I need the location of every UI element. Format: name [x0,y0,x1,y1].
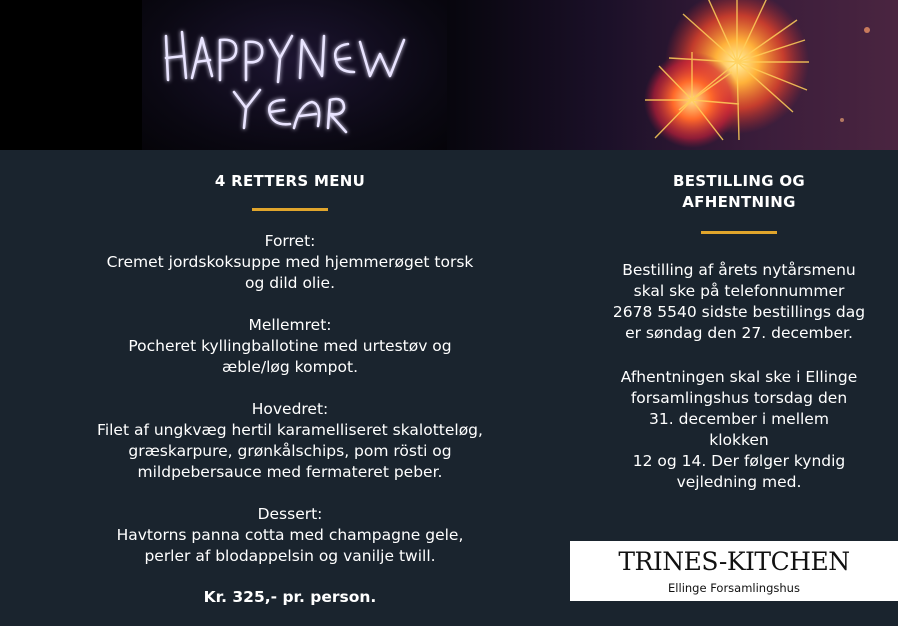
ordering-line: Afhentningen skal ske i Ellinge [620,368,858,386]
menu-column [0,150,580,626]
ordering-paragraph-1 [580,260,898,344]
course-label: Dessert: [257,505,323,523]
ordering-line: skal ske på telefonnummer [633,282,845,300]
ordering-line: 31. december i mellem [649,410,829,428]
fireworks-image [447,0,898,150]
menu-heading-rule [252,208,328,211]
course-line: Cremet jordskoksuppe med hjemmerøget torsk [106,253,474,271]
course-line: mildpebersauce med fermateret peber. [137,463,443,481]
ordering-line: vejledning med. [676,473,802,491]
ordering-line: klokken [709,431,769,449]
course-mellemret [0,315,580,378]
happy-new-year-image [142,0,447,150]
ordering-line: 2678 5540 sidste bestillings dag [612,303,866,321]
course-line: græskarpure, grønkålschips, pom rösti og [128,442,452,460]
ordering-heading-line: BESTILLING OG [672,172,806,190]
header-banner [0,0,898,150]
ordering-heading-rule [701,231,777,234]
menu-heading: 4 RETTERS MENU [214,172,366,190]
fireworks-graphic [447,0,898,150]
course-line: æble/løg kompot. [221,358,358,376]
course-line: perler af blodappelsin og vanilje twill. [144,547,436,565]
ordering-line: 12 og 14. Der følger kyndig [632,452,846,470]
ordering-heading-line: AFHENTNING [682,193,796,211]
course-line: og dild olie. [244,274,336,292]
light-writing-graphic [142,0,447,150]
course-label: Forret: [264,232,316,250]
menu-price: Kr. 325,- pr. person. [203,588,377,606]
trines-kitchen-logo [570,541,898,601]
course-line: Pocheret kyllingballotine med urtestøv og [128,337,452,355]
logo-title: TRINES-KITCHEN [618,547,850,576]
ordering-line: Bestilling af årets nytårsmenu [622,261,856,279]
ordering-heading [580,171,898,213]
course-dessert [0,504,580,567]
course-forret [0,231,580,294]
ordering-line: forsamlingshus torsdag den [630,389,848,407]
course-hovedret [0,399,580,483]
course-line: Filet af ungkvæg hertil karamelliseret skalotteløg, [97,421,483,439]
course-line: Havtorns panna cotta med champagne gele, [116,526,464,544]
course-label: Mellemret: [248,316,332,334]
logo-subtitle: Ellinge Forsamlingshus [668,581,800,595]
banner-black-pad [0,0,142,150]
ordering-paragraph-2 [580,367,898,493]
course-label: Hovedret: [251,400,329,418]
ordering-line: er søndag den 27. december. [625,324,853,342]
